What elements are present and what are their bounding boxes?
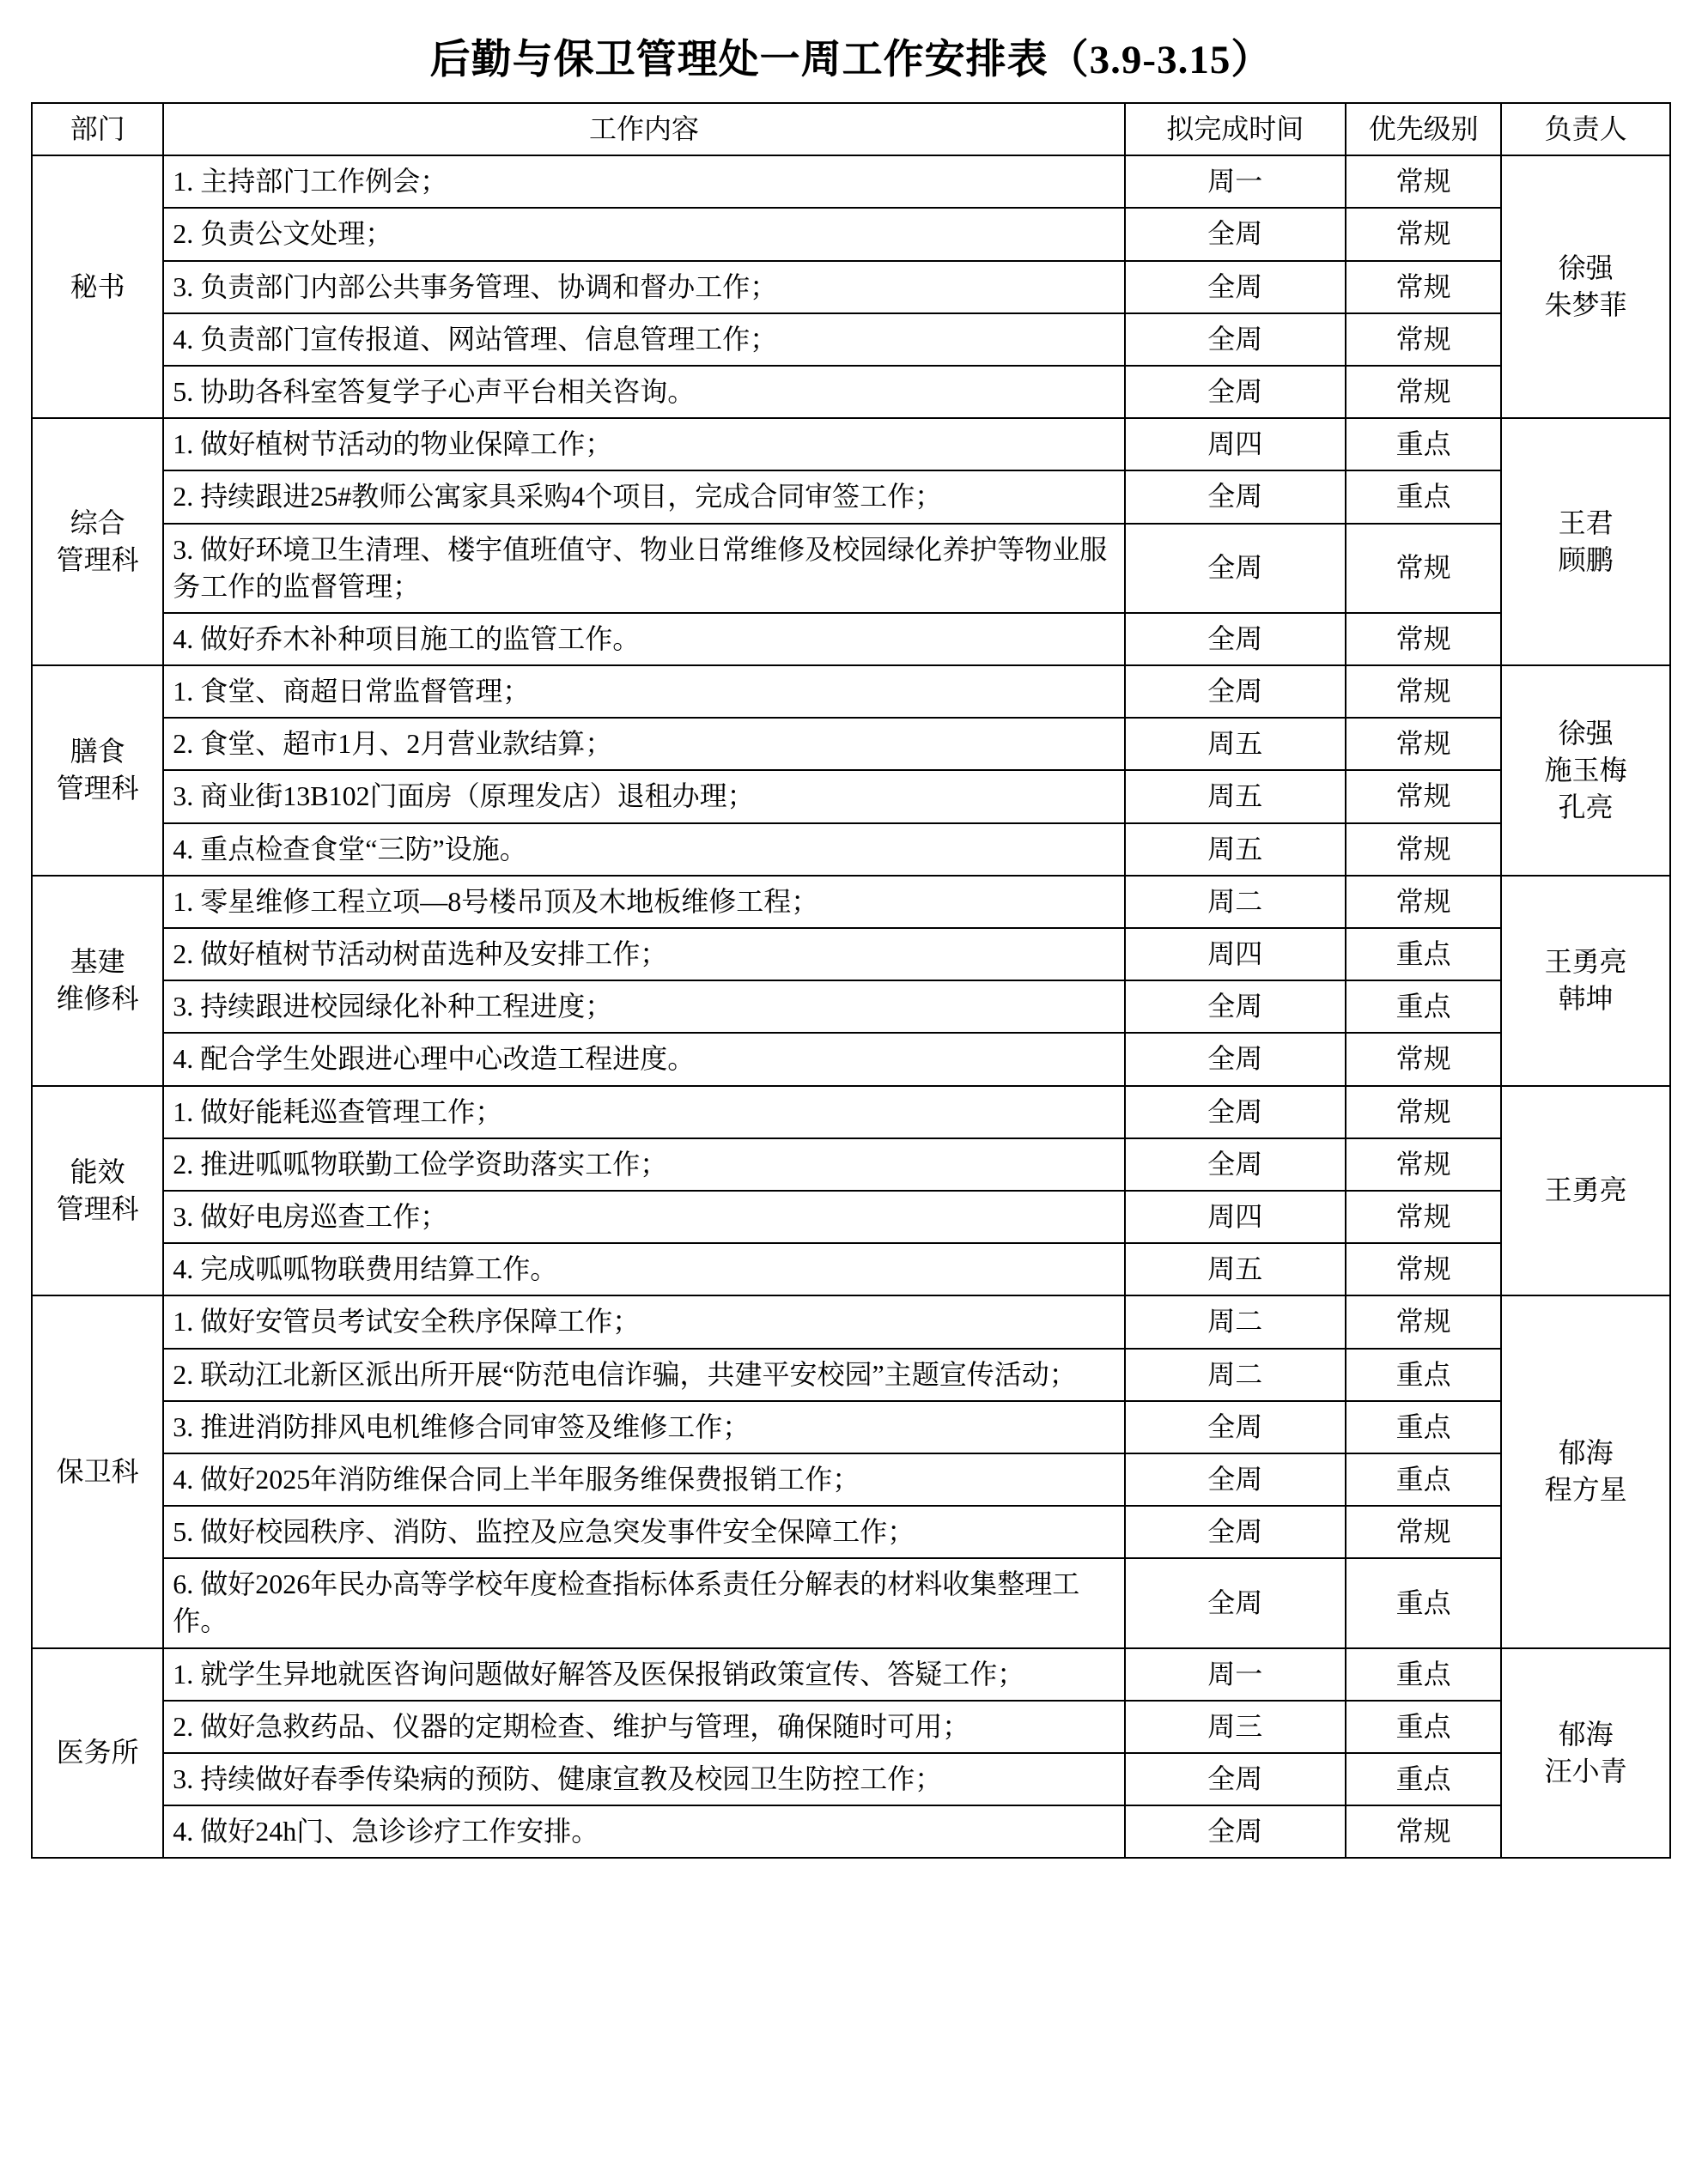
column-header-owner: 负责人 xyxy=(1501,103,1670,155)
text-line: 施玉梅 xyxy=(1544,754,1627,786)
column-header-time: 拟完成时间 xyxy=(1125,103,1346,155)
table-row xyxy=(32,1805,1670,1858)
priority-cell: 重点 xyxy=(1346,418,1502,470)
task-content-cell: 1. 做好安管员考试安全秩序保障工作； xyxy=(163,1295,1124,1348)
priority-cell: 重点 xyxy=(1346,1558,1502,1647)
priority-cell: 常规 xyxy=(1346,1086,1502,1138)
due-time-cell: 全周 xyxy=(1125,1033,1346,1085)
department-cell xyxy=(32,155,163,418)
text-line: 汪小青 xyxy=(1544,1756,1627,1787)
task-content-cell: 2. 做好植树节活动树苗选种及安排工作； xyxy=(163,928,1124,980)
due-time-cell: 全周 xyxy=(1125,261,1346,313)
department-cell xyxy=(32,418,163,665)
priority-cell: 常规 xyxy=(1346,823,1502,876)
due-time-cell: 全周 xyxy=(1125,980,1346,1033)
table-row xyxy=(32,876,1670,928)
table-row xyxy=(32,1243,1670,1295)
department-cell xyxy=(32,1295,163,1647)
priority-cell: 常规 xyxy=(1346,665,1502,718)
due-time-cell: 全周 xyxy=(1125,665,1346,718)
priority-cell: 重点 xyxy=(1346,1648,1502,1701)
table-row xyxy=(32,718,1670,770)
text-line: 朱梦菲 xyxy=(1544,289,1627,321)
due-time-cell: 周二 xyxy=(1125,1349,1346,1401)
priority-cell: 常规 xyxy=(1346,1033,1502,1085)
table-row xyxy=(32,1648,1670,1701)
table-row xyxy=(32,366,1670,418)
table-row xyxy=(32,1295,1670,1348)
due-time-cell: 全周 xyxy=(1125,1086,1346,1138)
table-body xyxy=(32,155,1670,1858)
table-row xyxy=(32,928,1670,980)
weekly-schedule-table xyxy=(31,102,1671,1859)
task-content-cell: 1. 做好植树节活动的物业保障工作； xyxy=(163,418,1124,470)
task-content-cell: 2. 做好急救药品、仪器的定期检查、维护与管理，确保随时可用； xyxy=(163,1701,1124,1753)
table-row xyxy=(32,1753,1670,1805)
text-line: 膳食 xyxy=(70,736,125,767)
text-line: 徐强 xyxy=(1558,717,1614,749)
table-row xyxy=(32,155,1670,208)
table-row xyxy=(32,1701,1670,1753)
priority-cell: 重点 xyxy=(1346,1401,1502,1453)
table-row xyxy=(32,1349,1670,1401)
table-row xyxy=(32,770,1670,822)
priority-cell: 常规 xyxy=(1346,1138,1502,1191)
task-content-cell: 1. 就学生异地就医咨询问题做好解答及医保报销政策宣传、答疑工作； xyxy=(163,1648,1124,1701)
table-row xyxy=(32,1033,1670,1085)
table-row xyxy=(32,313,1670,366)
task-content-cell: 1. 做好能耗巡查管理工作； xyxy=(163,1086,1124,1138)
task-content-cell: 3. 做好环境卫生清理、楼宇值班值守、物业日常维修及校园绿化养护等物业服务工作的监督管理； xyxy=(163,524,1124,613)
table-row xyxy=(32,1453,1670,1506)
text-line: 医务所 xyxy=(56,1737,139,1768)
table-row xyxy=(32,470,1670,523)
priority-cell: 常规 xyxy=(1346,1805,1502,1858)
due-time-cell: 周五 xyxy=(1125,718,1346,770)
due-time-cell: 周二 xyxy=(1125,876,1346,928)
text-line: 孔亮 xyxy=(1558,792,1614,823)
task-content-cell: 3. 负责部门内部公共事务管理、协调和督办工作； xyxy=(163,261,1124,313)
due-time-cell: 全周 xyxy=(1125,1506,1346,1558)
priority-cell: 重点 xyxy=(1346,470,1502,523)
table-row xyxy=(32,1138,1670,1191)
department-cell xyxy=(32,1648,163,1859)
column-header-dept: 部门 xyxy=(32,103,163,155)
due-time-cell: 全周 xyxy=(1125,524,1346,613)
priority-cell: 常规 xyxy=(1346,1295,1502,1348)
owner-cell xyxy=(1501,876,1670,1086)
priority-cell: 常规 xyxy=(1346,770,1502,822)
due-time-cell: 全周 xyxy=(1125,366,1346,418)
due-time-cell: 全周 xyxy=(1125,1805,1346,1858)
task-content-cell: 2. 负责公文处理； xyxy=(163,208,1124,260)
priority-cell: 常规 xyxy=(1346,876,1502,928)
due-time-cell: 周五 xyxy=(1125,770,1346,822)
table-row xyxy=(32,823,1670,876)
table-row xyxy=(32,613,1670,665)
text-line: 能效 xyxy=(70,1156,125,1187)
text-line: 综合 xyxy=(70,507,125,538)
text-line: 管理科 xyxy=(56,544,139,576)
due-time-cell: 全周 xyxy=(1125,1558,1346,1647)
task-content-cell: 5. 做好校园秩序、消防、监控及应急突发事件安全保障工作； xyxy=(163,1506,1124,1558)
task-content-cell: 2. 食堂、超市1月、2月营业款结算； xyxy=(163,718,1124,770)
priority-cell: 常规 xyxy=(1346,1506,1502,1558)
priority-cell: 重点 xyxy=(1346,1453,1502,1506)
priority-cell: 重点 xyxy=(1346,928,1502,980)
table-row xyxy=(32,1506,1670,1558)
priority-cell: 常规 xyxy=(1346,718,1502,770)
owner-cell xyxy=(1501,1648,1670,1859)
priority-cell: 常规 xyxy=(1346,524,1502,613)
due-time-cell: 全周 xyxy=(1125,313,1346,366)
text-line: 韩坤 xyxy=(1558,983,1614,1015)
text-line: 管理科 xyxy=(56,773,139,804)
table-header xyxy=(32,103,1670,155)
text-line: 保卫科 xyxy=(56,1455,139,1487)
text-line: 顾鹏 xyxy=(1558,544,1614,576)
text-line: 郁海 xyxy=(1558,1718,1614,1750)
due-time-cell: 周四 xyxy=(1125,928,1346,980)
task-content-cell: 6. 做好2026年民办高等学校年度检查指标体系责任分解表的材料收集整理工作。 xyxy=(163,1558,1124,1647)
task-content-cell: 4. 负责部门宣传报道、网站管理、信息管理工作； xyxy=(163,313,1124,366)
task-content-cell: 1. 主持部门工作例会； xyxy=(163,155,1124,208)
due-time-cell: 全周 xyxy=(1125,1401,1346,1453)
priority-cell: 重点 xyxy=(1346,980,1502,1033)
table-row xyxy=(32,418,1670,470)
task-content-cell: 2. 持续跟进25#教师公寓家具采购4个项目，完成合同审签工作； xyxy=(163,470,1124,523)
priority-cell: 常规 xyxy=(1346,313,1502,366)
owner-cell xyxy=(1501,155,1670,418)
table-row xyxy=(32,1191,1670,1243)
priority-cell: 常规 xyxy=(1346,208,1502,260)
priority-cell: 常规 xyxy=(1346,1191,1502,1243)
department-cell xyxy=(32,876,163,1086)
task-content-cell: 4. 做好24h门、急诊诊疗工作安排。 xyxy=(163,1805,1124,1858)
text-line: 基建 xyxy=(70,946,125,977)
due-time-cell: 周四 xyxy=(1125,1191,1346,1243)
table-row xyxy=(32,980,1670,1033)
table-row xyxy=(32,1558,1670,1647)
task-content-cell: 5. 协助各科室答复学子心声平台相关咨询。 xyxy=(163,366,1124,418)
task-content-cell: 1. 零星维修工程立项—8号楼吊顶及木地板维修工程； xyxy=(163,876,1124,928)
task-content-cell: 2. 联动江北新区派出所开展“防范电信诈骗，共建平安校园”主题宣传活动； xyxy=(163,1349,1124,1401)
owner-cell xyxy=(1501,418,1670,665)
due-time-cell: 周一 xyxy=(1125,1648,1346,1701)
due-time-cell: 全周 xyxy=(1125,1138,1346,1191)
task-content-cell: 3. 做好电房巡查工作； xyxy=(163,1191,1124,1243)
department-cell xyxy=(32,1086,163,1296)
due-time-cell: 全周 xyxy=(1125,1753,1346,1805)
task-content-cell: 4. 做好乔木补种项目施工的监管工作。 xyxy=(163,613,1124,665)
due-time-cell: 全周 xyxy=(1125,1453,1346,1506)
owner-cell xyxy=(1501,1086,1670,1296)
text-line: 秘书 xyxy=(70,270,125,302)
due-time-cell: 周五 xyxy=(1125,1243,1346,1295)
due-time-cell: 周三 xyxy=(1125,1701,1346,1753)
due-time-cell: 周四 xyxy=(1125,418,1346,470)
task-content-cell: 4. 做好2025年消防维保合同上半年服务维保费报销工作； xyxy=(163,1453,1124,1506)
task-content-cell: 4. 配合学生处跟进心理中心改造工程进度。 xyxy=(163,1033,1124,1085)
task-content-cell: 2. 推进呱呱物联勤工俭学资助落实工作； xyxy=(163,1138,1124,1191)
priority-cell: 常规 xyxy=(1346,366,1502,418)
due-time-cell: 全周 xyxy=(1125,208,1346,260)
priority-cell: 重点 xyxy=(1346,1753,1502,1805)
task-content-cell: 3. 商业街13B102门面房（原理发店）退租办理； xyxy=(163,770,1124,822)
table-row xyxy=(32,1086,1670,1138)
due-time-cell: 周一 xyxy=(1125,155,1346,208)
table-row xyxy=(32,665,1670,718)
priority-cell: 常规 xyxy=(1346,1243,1502,1295)
text-line: 王勇亮 xyxy=(1544,946,1627,977)
owner-cell xyxy=(1501,665,1670,876)
owner-cell xyxy=(1501,1295,1670,1647)
department-cell xyxy=(32,665,163,876)
priority-cell: 常规 xyxy=(1346,613,1502,665)
text-line: 维修科 xyxy=(56,983,139,1015)
priority-cell: 常规 xyxy=(1346,261,1502,313)
page-title: 后勤与保卫管理处一周工作安排表（3.9-3.15） xyxy=(429,38,1273,82)
text-line: 管理科 xyxy=(56,1192,139,1224)
priority-cell: 重点 xyxy=(1346,1349,1502,1401)
text-line: 王君 xyxy=(1558,507,1614,538)
text-line: 王勇亮 xyxy=(1544,1174,1627,1206)
task-content-cell: 4. 重点检查食堂“三防”设施。 xyxy=(163,823,1124,876)
task-content-cell: 4. 完成呱呱物联费用结算工作。 xyxy=(163,1243,1124,1295)
task-content-cell: 3. 持续跟进校园绿化补种工程进度； xyxy=(163,980,1124,1033)
priority-cell: 常规 xyxy=(1346,155,1502,208)
priority-cell: 重点 xyxy=(1346,1701,1502,1753)
column-header-priority: 优先级别 xyxy=(1346,103,1502,155)
text-line: 徐强 xyxy=(1558,252,1614,283)
table-row xyxy=(32,208,1670,260)
column-header-content: 工作内容 xyxy=(163,103,1124,155)
table-row xyxy=(32,1401,1670,1453)
text-line: 郁海 xyxy=(1558,1437,1614,1469)
task-content-cell: 1. 食堂、商超日常监督管理； xyxy=(163,665,1124,718)
due-time-cell: 周二 xyxy=(1125,1295,1346,1348)
due-time-cell: 周五 xyxy=(1125,823,1346,876)
task-content-cell: 3. 推进消防排风电机维修合同审签及维修工作； xyxy=(163,1401,1124,1453)
text-line: 程方星 xyxy=(1544,1474,1627,1506)
table-row xyxy=(32,261,1670,313)
table-header-row xyxy=(32,103,1670,155)
due-time-cell: 全周 xyxy=(1125,470,1346,523)
task-content-cell: 3. 持续做好春季传染病的预防、健康宣教及校园卫生防控工作； xyxy=(163,1753,1124,1805)
table-row xyxy=(32,524,1670,613)
due-time-cell: 全周 xyxy=(1125,613,1346,665)
